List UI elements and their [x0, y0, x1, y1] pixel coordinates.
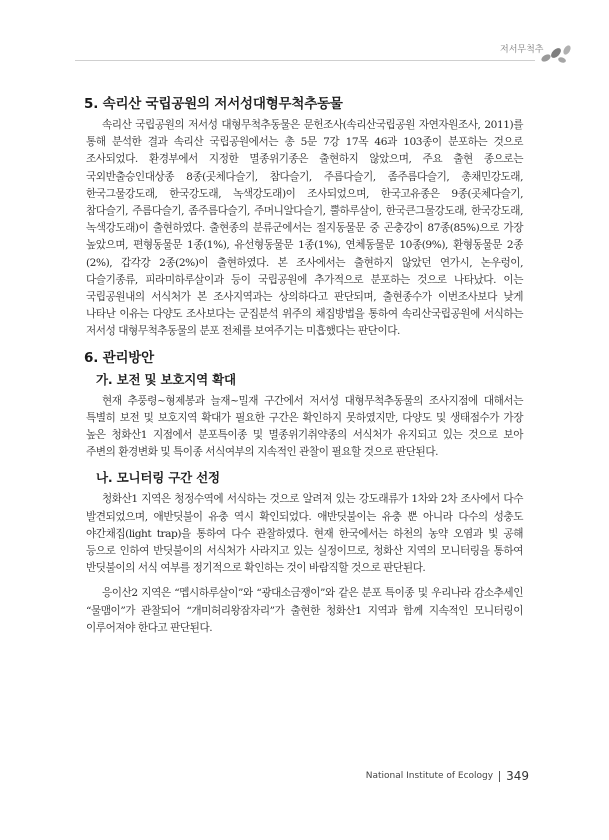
subsection-a-heading: 가. 보전 및 보호지역 확대 [96, 371, 236, 387]
section-5-heading: 5. 속리산 국립공원의 저서성대형무척추동물 [84, 96, 343, 112]
subsection-a-paragraph: 현재 추풍령~형제봉과 늘재~밀재 구간에서 저서성 대형무척추동물의 조사지점에 대해서는 특별히 보전 및 보호지역 확대가 필요한 구간은 확인하지 못하였지만, 다양도 및 생태점수가 가장 높은 청화산1 지점에서 분포특이종 및 멸종위기취약종의 서식처가 유지되고 있는 것으로 보아 주변의 환경변화 및 특이종 서식여부의 지속적인 관찰이 필요할 것으로 판단된다. [86, 394, 523, 459]
page-body [84, 95, 525, 645]
subsection-b-paragraph-2: 응이산2 지역은 “멥시하루살이”와 “광대소금쟁이”와 같은 분포 특이종 및 우리나라 감소추세인 “물맴이”가 관찰되어 “개미허리왕잠자리”가 출현한 청화산1 지역과 함께 지속적인 모니터링이 이루어져야 한다고 판단된다. [86, 587, 523, 634]
section-6-heading: 6. 관리방안 [84, 349, 154, 366]
header-rule [75, 60, 535, 61]
subsection-b-heading: 나. 모니터링 구간 선정 [96, 470, 220, 486]
page-number: 349 [506, 769, 529, 783]
page-footer [366, 769, 529, 783]
section-5-paragraph: 속리산 국립공원의 저서성 대형무척추동물은 문헌조사(속리산국립공원 자연자원조사, 2011)를 통해 분석한 결과 속리산 국립공원에서는 총 5문 7강 17목 46과 103종이 분포하는 것으로 조사되었다. 환경부에서 지정한 멸종위기종은 출현하지 않았으며, 주요 출현 종으로는 국외반출승인대상종 8종(곳체다슬기, 참다슬기, 주름다슬기, 좀주름다슬기, 총채민강도래, 한국그물강도래, 한국강도래, 녹색강도래)이 조사되었으며, 한국고유종은 9종(곳체다슬기, 참다슬기, 주름다슬기, 좀주름다슬기, 주머니알다슬기, 뿔하루살이, 한국큰그물강도래, 한국강도래, 녹색강도래)이 출현하였다. 출현종의 분류군에서는 절지동물문 중 곤충강이 87종(85%)으로 가장 높았으며, 편형동물문 1종(1%), 유선형동물문 1종(1%), 연체동물문 10종(9%), 환형동물문 2종(2%), 갑각강 2종(2%)이 출현하였다. 본 조사에서는 출현하지 않았던 연가시, 논우렁이, 다슬기종류, 피라미하루살이과 등이 국립공원에 추가적으로 분포하는 것으로 나타났다. 이는 국립공원내의 서식처가 본 조사지역과는 상의하다고 판단되며, 출현종수가 이번조사보다 낮게 나타난 이유는 다양도 조사보다는 군집분석 위주의 채집방법을 통하여 속리산국립공원에 서식하는 저서성 대형무척추동물의 분포 전체를 보여주기는 미흡했다는 판단이다. [86, 119, 523, 338]
leaf-ornament-icon [536, 44, 576, 66]
subsection-b-paragraph-1: 청화산1 지역은 청정수역에 서식하는 것으로 알려져 있는 강도래류가 1차와 2차 조사에서 다수 발견되었으며, 애반딧불이 유충 역시 확인되었다. 애반딧불이는 유충 뿐 아니라 다수의 성충도 야간채집(light trap)을 통하여 다수 관찰하였다. 현재 한국에서는 하천의 농약 오염과 빛 공해 등으로 인하여 반딧불이의 서식처가 사라지고 있는 실정이므로, 청화산 지역의 모니터링을 통하여 반딧불이의 서식 여부를 정기적으로 확인하는 것이 바람직할 것으로 판단된다. [86, 493, 523, 575]
footer-institute: National Institute of Ecology [365, 771, 494, 781]
footer-separator [499, 771, 500, 782]
running-header: 저서무척추 [500, 45, 544, 55]
